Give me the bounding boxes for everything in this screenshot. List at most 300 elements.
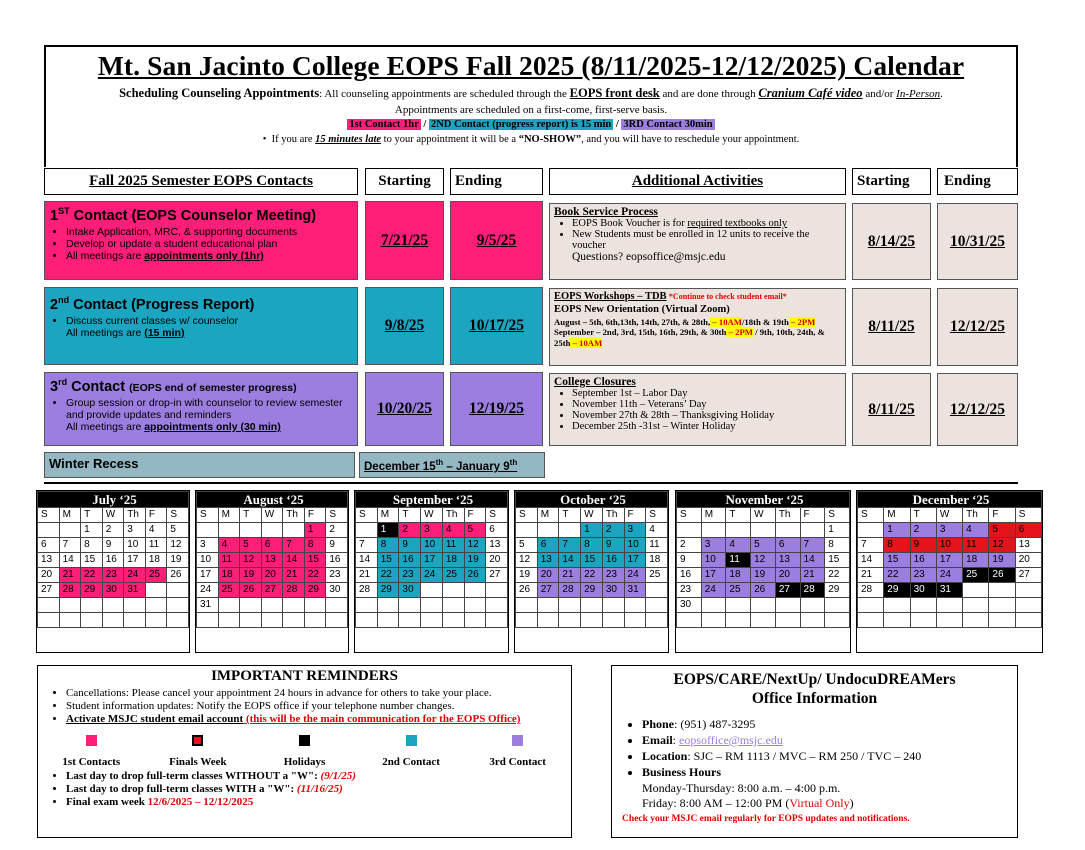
calendar-day	[304, 613, 326, 628]
calendar-day: 31	[124, 583, 146, 598]
weekday-header: Th	[963, 508, 989, 523]
calendar-day: 25	[145, 568, 167, 583]
calendar-day: 5	[464, 523, 486, 538]
calendar-day: 7	[283, 538, 305, 553]
black-swatch-icon	[299, 735, 310, 746]
weekday-header: M	[59, 508, 81, 523]
calendar-october	[514, 490, 669, 653]
calendar-day: 17	[701, 568, 726, 583]
weekday-header: F	[145, 508, 167, 523]
weekday-header: S	[516, 508, 538, 523]
calendar-day: 14	[559, 553, 581, 568]
calendar-day	[751, 523, 776, 538]
closures-list	[554, 388, 841, 432]
winter-recess-label: Winter Recess	[44, 452, 355, 478]
calendar-day: 19	[167, 553, 189, 568]
calendar-day: 10	[936, 538, 962, 553]
calendar-day: 19	[240, 568, 262, 583]
calendar-day: 1	[581, 523, 603, 538]
calendar-day	[59, 598, 81, 613]
calendar-day: 3	[936, 523, 962, 538]
weekday-header: F	[304, 508, 326, 523]
calendar-day	[421, 613, 443, 628]
calendar-day: 21	[59, 568, 81, 583]
calendar-day	[751, 613, 776, 628]
calendar-day	[421, 598, 443, 613]
calendar-day: 21	[858, 568, 884, 583]
weekday-header: S	[167, 508, 189, 523]
second-contact-row: 2nd Contact (Progress Report) • Discuss current classes w/ counselor All meetings are (15 min)	[44, 287, 358, 365]
calendar-day: 8	[304, 538, 326, 553]
calendar-day	[59, 523, 81, 538]
calendar-day	[442, 613, 464, 628]
calendar-day	[701, 523, 726, 538]
calendar-day	[537, 598, 559, 613]
calendar-day	[486, 613, 508, 628]
calendar-day	[261, 598, 283, 613]
closure-item: • September 1st – Labor Day	[572, 388, 841, 399]
calendar-day: 6	[537, 538, 559, 553]
calendar-day: 16	[326, 553, 348, 568]
calendar-day: 27	[775, 583, 800, 598]
calendar-day: 27	[537, 583, 559, 598]
calendar-day	[751, 598, 776, 613]
weekday-header: S	[646, 508, 668, 523]
closures-end: 12/12/25	[937, 373, 1018, 446]
calendar-day	[800, 523, 825, 538]
calendar-day: 2	[602, 523, 624, 538]
calendar-day: 10	[624, 538, 646, 553]
calendar-day: 22	[81, 568, 103, 583]
calendar-day: 11	[145, 538, 167, 553]
calendar-day: 8	[884, 538, 910, 553]
calendar-day: 8	[581, 538, 603, 553]
calendar-day	[59, 613, 81, 628]
weekday-header: Th	[442, 508, 464, 523]
calendar-day: 5	[167, 523, 189, 538]
calendar-day: 11	[963, 538, 989, 553]
month-title: October ‘25	[516, 492, 668, 508]
weekday-header: M	[218, 508, 240, 523]
calendar-day: 29	[825, 583, 850, 598]
calendar-day: 20	[1015, 553, 1041, 568]
calendar-day	[145, 613, 167, 628]
calendar-day	[858, 523, 884, 538]
calendar-day	[884, 613, 910, 628]
calendar-day: 22	[377, 568, 399, 583]
calendar-day: 25	[646, 568, 668, 583]
calendar-day: 6	[1015, 523, 1041, 538]
calendar-day: 10	[421, 538, 443, 553]
calendar-september	[354, 490, 509, 653]
calendar-day	[377, 613, 399, 628]
calendar-day: 8	[81, 538, 103, 553]
calendar-day	[240, 598, 262, 613]
calendar-day	[356, 523, 378, 538]
calendar-day	[825, 613, 850, 628]
calendar-day	[537, 613, 559, 628]
calendar-day: 28	[356, 583, 378, 598]
contacts-starting-header: Starting	[365, 168, 444, 195]
calendar-day	[516, 598, 538, 613]
calendar-day: 12	[751, 553, 776, 568]
calendar-day	[1015, 583, 1041, 598]
calendar-day	[624, 598, 646, 613]
calendar-day: 30	[677, 598, 702, 613]
weekday-header: M	[701, 508, 726, 523]
calendar-day: 2	[399, 523, 421, 538]
calendar-day: 7	[356, 538, 378, 553]
weekday-header: W	[936, 508, 962, 523]
calendar-day: 15	[825, 553, 850, 568]
calendar-day: 14	[858, 553, 884, 568]
calendar-day: 11	[726, 553, 751, 568]
weekday-header: M	[377, 508, 399, 523]
calendar-day	[240, 523, 262, 538]
calendar-day	[442, 583, 464, 598]
calendar-day: 12	[167, 538, 189, 553]
calendar-day	[304, 598, 326, 613]
closure-item: • November 11th – Veterans’ Day	[572, 399, 841, 410]
calendar-day	[38, 598, 60, 613]
workshops-end: 12/12/25	[937, 288, 1018, 366]
calendar-day	[356, 598, 378, 613]
weekday-header: M	[537, 508, 559, 523]
calendar-day: 30	[102, 583, 124, 598]
calendar-day: 5	[240, 538, 262, 553]
calendar-day: 3	[421, 523, 443, 538]
calendar-day	[218, 523, 240, 538]
calendar-day	[145, 583, 167, 598]
calendar-day	[240, 613, 262, 628]
calendar-day	[800, 613, 825, 628]
calendar-day: 25	[218, 583, 240, 598]
calendar-day: 4	[145, 523, 167, 538]
calendar-day	[775, 523, 800, 538]
calendar-day: 20	[261, 568, 283, 583]
third-contact-start: 10/20/25	[365, 372, 444, 446]
calendar-day: 29	[81, 583, 103, 598]
second-contact-title: 2nd Contact (Progress Report)	[50, 295, 255, 313]
closure-item: • November 27th & 28th – Thanksgiving Holiday	[572, 410, 841, 421]
closures-start: 8/11/25	[852, 373, 931, 446]
calendar-day: 27	[1015, 568, 1041, 583]
calendar-day: 26	[240, 583, 262, 598]
calendar-day	[989, 598, 1015, 613]
contact-duration-legend: 1st Contact 1hr / 2ND Contact (progress report) is 15 min / 3RD Contact 30min	[349, 119, 713, 130]
calendar-day	[102, 598, 124, 613]
calendar-day	[677, 523, 702, 538]
weekday-header: S	[197, 508, 219, 523]
calendar-day: 12	[989, 538, 1015, 553]
calendar-day	[167, 583, 189, 598]
weekday-header: S	[825, 508, 850, 523]
winter-recess-dates: December 15th – January 9th	[359, 452, 545, 478]
calendar-day	[464, 583, 486, 598]
calendar-july	[36, 490, 190, 653]
calendar-day: 27	[38, 583, 60, 598]
calendar-day	[283, 598, 305, 613]
book-service-start: 8/14/25	[852, 203, 931, 280]
calendar-day	[910, 598, 936, 613]
calendar-day: 17	[936, 553, 962, 568]
calendar-day: 3	[624, 523, 646, 538]
calendar-legend: 1st Contacts Finals Week Holidays 2nd Contact 3rd Contact	[38, 735, 571, 768]
calendar-day: 13	[775, 553, 800, 568]
calendar-day	[486, 583, 508, 598]
calendar-day	[38, 523, 60, 538]
calendar-day: 23	[602, 568, 624, 583]
calendar-day: 26	[167, 568, 189, 583]
calendar-day: 11	[218, 553, 240, 568]
calendar-day	[936, 613, 962, 628]
scheduling-info: Scheduling Counseling Appointments: All counseling appointments are scheduled through the EOPS front desk and are done through Cranium Café video and/or In-Person.	[119, 86, 943, 100]
calendar-day	[421, 583, 443, 598]
calendar-day: 26	[751, 583, 776, 598]
calendar-day: 16	[677, 568, 702, 583]
calendar-day	[646, 598, 668, 613]
calendar-day: 1	[304, 523, 326, 538]
calendar-day: 9	[326, 538, 348, 553]
third-contact-title: 3rd Contact (EOPS end of semester progress)	[50, 377, 297, 395]
calendar-day	[218, 613, 240, 628]
calendar-day: 27	[486, 568, 508, 583]
calendar-day: 1	[825, 523, 850, 538]
calendar-day: 31	[936, 583, 962, 598]
month-title: July ‘25	[38, 492, 189, 508]
calendar-day: 18	[646, 553, 668, 568]
calendar-day	[677, 613, 702, 628]
calendar-day	[775, 613, 800, 628]
calendar-day: 19	[516, 568, 538, 583]
calendar-day: 4	[646, 523, 668, 538]
weekday-header: T	[559, 508, 581, 523]
calendar-day: 29	[377, 583, 399, 598]
calendar-day	[581, 613, 603, 628]
weekday-header: S	[356, 508, 378, 523]
calendar-day	[261, 613, 283, 628]
contacts-ending-header: Ending	[450, 168, 543, 195]
third-contact-row: 3rd Contact (EOPS end of semester progress) • Group session or drop-in with counselor to review semester and provide updates and reminders All meetings are appointments only (30 min)	[44, 372, 358, 446]
calendar-day: 9	[910, 538, 936, 553]
calendar-day: 3	[124, 523, 146, 538]
weekday-header: Th	[602, 508, 624, 523]
red-swatch-icon	[192, 735, 203, 746]
calendar-day	[399, 613, 421, 628]
calendar-day: 10	[124, 538, 146, 553]
first-contact-title: 1ST Contact (EOPS Counselor Meeting)	[50, 206, 317, 224]
email-link[interactable]: eopsoffice@msjc.edu	[679, 732, 783, 747]
calendar-day: 8	[377, 538, 399, 553]
weekday-header: S	[38, 508, 60, 523]
calendar-day: 16	[399, 553, 421, 568]
calendar-day: 29	[884, 583, 910, 598]
calendar-day	[464, 613, 486, 628]
calendar-day: 28	[858, 583, 884, 598]
calendar-day: 30	[399, 583, 421, 598]
calendar-day	[646, 583, 668, 598]
weekday-header: M	[884, 508, 910, 523]
calendar-day: 29	[304, 583, 326, 598]
calendar-day: 22	[581, 568, 603, 583]
calendar-day: 10	[701, 553, 726, 568]
calendar-november	[675, 490, 851, 653]
calendar-day: 23	[399, 568, 421, 583]
calendar-day: 30	[326, 583, 348, 598]
calendar-day	[602, 613, 624, 628]
calendar-day: 24	[936, 568, 962, 583]
weekday-header: F	[989, 508, 1015, 523]
college-closures-activity: College Closures • September 1st – Labor Day • November 11th – Veterans’ Day • November 27th & 28th – Thanksgiving Holiday • December 25th -31st – Winter Holiday	[549, 373, 846, 446]
weekday-header: T	[726, 508, 751, 523]
calendar-day: 24	[624, 568, 646, 583]
calendar-day: 18	[218, 568, 240, 583]
calendar-day	[726, 598, 751, 613]
calendar-day	[581, 598, 603, 613]
activities-ending-header: Ending	[937, 168, 1018, 195]
weekday-header: S	[326, 508, 348, 523]
calendar-day	[81, 598, 103, 613]
calendar-day	[167, 613, 189, 628]
calendar-day: 24	[701, 583, 726, 598]
calendar-day	[81, 613, 103, 628]
calendar-day: 12	[516, 553, 538, 568]
closure-item: • December 25th -31st – Winter Holiday	[572, 421, 841, 432]
calendar-day: 3	[197, 538, 219, 553]
weekday-header: T	[399, 508, 421, 523]
calendar-day	[326, 613, 348, 628]
calendar-day	[1015, 613, 1041, 628]
calendar-day: 16	[102, 553, 124, 568]
calendar-day: 31	[197, 598, 219, 613]
calendar-day	[145, 598, 167, 613]
calendar-day: 1	[884, 523, 910, 538]
calendar-day: 24	[124, 568, 146, 583]
calendar-day: 21	[800, 568, 825, 583]
calendar-day: 9	[677, 553, 702, 568]
calendar-day: 14	[283, 553, 305, 568]
calendar-day: 2	[102, 523, 124, 538]
calendar-day: 13	[486, 538, 508, 553]
calendar-day: 23	[910, 568, 936, 583]
calendar-day: 2	[326, 523, 348, 538]
calendar-day: 27	[261, 583, 283, 598]
calendar-day: 20	[775, 568, 800, 583]
calendar-day	[602, 598, 624, 613]
reminders-title: IMPORTANT REMINDERS	[211, 668, 398, 684]
calendar-day: 25	[442, 568, 464, 583]
calendar-day: 24	[197, 583, 219, 598]
calendar-day: 4	[726, 538, 751, 553]
purple-swatch-icon	[512, 735, 523, 746]
calendar-day	[261, 523, 283, 538]
weekday-header: S	[486, 508, 508, 523]
calendar-day	[218, 598, 240, 613]
calendar-day: 20	[38, 568, 60, 583]
contacts-header: Fall 2025 Semester EOPS Contacts	[44, 168, 358, 195]
calendar-day: 23	[326, 568, 348, 583]
calendar-day	[884, 598, 910, 613]
calendar-day: 13	[1015, 538, 1041, 553]
calendar-day	[442, 598, 464, 613]
weekday-header: S	[1015, 508, 1041, 523]
calendar-december	[856, 490, 1043, 653]
calendar-day	[963, 598, 989, 613]
calendar-day	[167, 598, 189, 613]
calendar-day: 18	[726, 568, 751, 583]
calendar-day: 21	[559, 568, 581, 583]
calendar-day: 10	[197, 553, 219, 568]
calendar-day: 15	[377, 553, 399, 568]
calendar-day: 15	[81, 553, 103, 568]
teal-swatch-icon	[406, 735, 417, 746]
calendar-day: 8	[825, 538, 850, 553]
weekday-header: Th	[775, 508, 800, 523]
calendar-day	[559, 613, 581, 628]
calendar-day: 4	[442, 523, 464, 538]
activities-starting-header: Starting	[852, 168, 931, 195]
calendar-day: 21	[356, 568, 378, 583]
page-title: Mt. San Jacinto College EOPS Fall 2025 (8/11/2025-12/12/2025) Calendar	[97, 50, 965, 81]
calendar-day: 3	[701, 538, 726, 553]
activities-header: Additional Activities	[549, 168, 846, 195]
calendar-day: 9	[102, 538, 124, 553]
calendar-day	[356, 613, 378, 628]
calendar-day	[559, 598, 581, 613]
calendar-day	[989, 583, 1015, 598]
calendar-day: 29	[581, 583, 603, 598]
calendar-day	[102, 613, 124, 628]
calendar-day: 11	[646, 538, 668, 553]
calendar-day	[910, 613, 936, 628]
weekday-header: T	[81, 508, 103, 523]
calendar-day	[936, 598, 962, 613]
calendar-day: 13	[261, 553, 283, 568]
calendar-day: 24	[421, 568, 443, 583]
month-title: November ‘25	[677, 492, 850, 508]
calendar-day: 15	[884, 553, 910, 568]
calendar-day: 11	[442, 538, 464, 553]
calendar-day	[516, 523, 538, 538]
weekday-header: F	[624, 508, 646, 523]
calendar-day: 7	[800, 538, 825, 553]
calendar-day: 22	[884, 568, 910, 583]
calendar-day: 22	[825, 568, 850, 583]
month-title: August ‘25	[197, 492, 348, 508]
calendar-day	[124, 613, 146, 628]
calendar-day: 7	[858, 538, 884, 553]
weekday-header: Th	[124, 508, 146, 523]
third-contact-end: 12/19/25	[450, 372, 543, 446]
calendar-day: 13	[537, 553, 559, 568]
weekday-header: W	[581, 508, 603, 523]
calendar-day: 15	[304, 553, 326, 568]
calendar-day	[399, 598, 421, 613]
calendar-day	[283, 523, 305, 538]
calendar-day: 4	[218, 538, 240, 553]
calendar-day: 26	[464, 568, 486, 583]
calendar-day	[516, 613, 538, 628]
calendar-day: 5	[516, 538, 538, 553]
calendar-day: 6	[486, 523, 508, 538]
calendar-day: 7	[559, 538, 581, 553]
calendar-day: 23	[102, 568, 124, 583]
calendar-day	[825, 598, 850, 613]
calendar-day: 23	[677, 583, 702, 598]
calendar-day	[858, 598, 884, 613]
legend-third-contact: 3RD Contact 30min	[623, 119, 713, 130]
calendar-day	[624, 613, 646, 628]
